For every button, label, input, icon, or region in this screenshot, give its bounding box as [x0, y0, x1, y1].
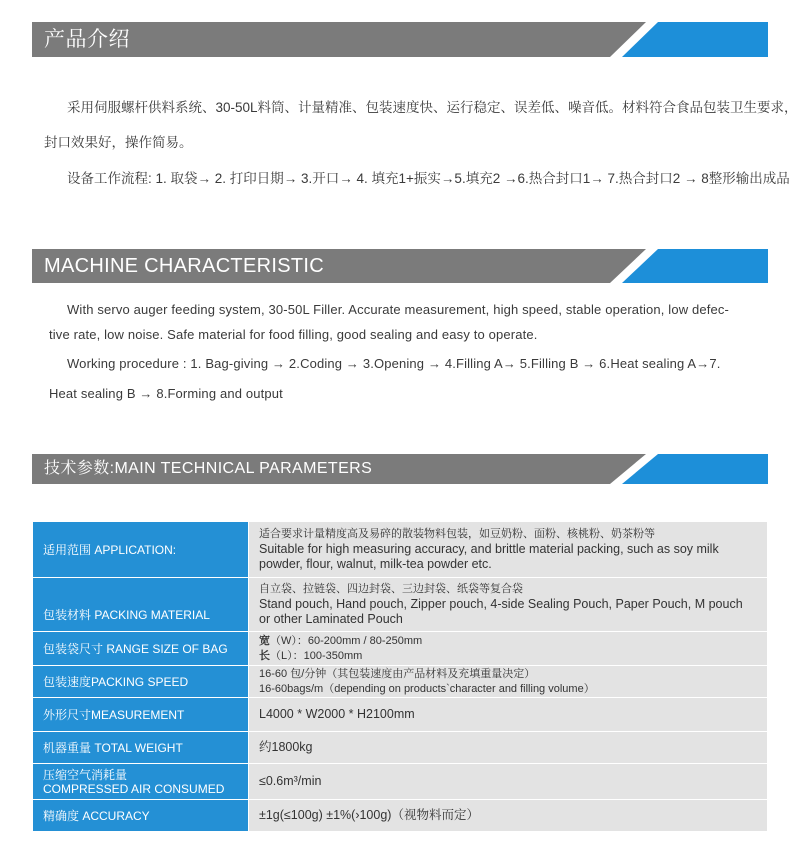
- bag-length: [259, 649, 767, 664]
- param-label: 精确度 ACCURACY: [33, 800, 249, 832]
- procedure-en-line-2: Heat sealing B → 8.Forming and output: [49, 386, 283, 401]
- label-en: COMPRESSED AIR CONSUMED: [43, 781, 225, 796]
- value-line-en: 16-60bags/m（depending on products`character and filling volume）: [259, 682, 595, 695]
- param-label: 包装材料 PACKING MATERIAL: [33, 578, 249, 632]
- value-line-en: powder, flour, walnut, milk-tea powder etc.: [259, 557, 492, 571]
- value-line-en: Stand pouch, Hand pouch, Zipper pouch, 4-side Sealing Pouch, Paper Pouch, M pouch: [259, 597, 743, 611]
- procedure-en-line-1: Working procedure : 1. Bag-giving → 2.Coding → 3.Opening → 4.Filling A→ 5.Filling B → 6.Heat sealing A→7.: [67, 356, 721, 371]
- param-value: L4000 * W2000 * H2100mm: [249, 698, 768, 732]
- label-cn: 压缩空气消耗量: [43, 767, 128, 782]
- param-label: [33, 764, 249, 800]
- param-value: [249, 578, 768, 632]
- value-line-cn: 自立袋、拉链袋、四边封袋、三边封袋、纸袋等复合袋: [259, 583, 523, 595]
- table-row: [33, 632, 768, 666]
- table-row: [33, 578, 768, 632]
- param-value: ±1g(≤100g) ±1%(›100g)（视物料而定）: [249, 800, 768, 832]
- param-value: [249, 666, 768, 698]
- table-row: [33, 800, 768, 832]
- section-title: MACHINE CHARACTERISTIC: [44, 255, 324, 277]
- value-line-cn: 适合要求计量精度高及易碎的散装物料包装，如豆奶粉、面粉、核桃粉、奶茶粉等: [259, 528, 655, 540]
- param-label: 外形尺寸MEASUREMENT: [33, 698, 249, 732]
- param-label: 包装袋尺寸 RANGE SIZE OF BAG: [33, 632, 249, 666]
- width-value: （W）：60-200mm / 80-250mm: [270, 634, 423, 647]
- table-row: [33, 732, 768, 764]
- param-label: 机器重量 TOTAL WEIGHT: [33, 732, 249, 764]
- param-value: 约1800kg: [249, 732, 768, 764]
- section-title: 产品介绍: [44, 28, 130, 51]
- table-row: [33, 522, 768, 578]
- table-row: [33, 698, 768, 732]
- param-value: [249, 632, 768, 666]
- procedure-cn: 设备工作流程: 1. 取袋→ 2. 打印日期→ 3.开口→ 4. 填充1+振实→5.填充2 →6.热合封口1→ 7.热合封口2 → 8整形输出成品: [67, 171, 790, 186]
- section-banner-technical-parameters: [32, 454, 768, 484]
- characteristic-en-line-2: tive rate, low noise. Safe material for food filling, good sealing and easy to operate.: [49, 327, 538, 342]
- table-row: [33, 666, 768, 698]
- section-banner-product-intro: [32, 22, 768, 57]
- characteristic-en-line-1: With servo auger feeding system, 30-50L Filler. Accurate measurement, high speed, stable operation, low defec-: [67, 302, 730, 317]
- section-banner-machine-characteristic: [32, 249, 768, 283]
- value-line-cn: 16-60 包/分钟（其包装速度由产品材料及充填重量决定）: [259, 667, 536, 680]
- param-label: 适用范围 APPLICATION:: [33, 522, 249, 578]
- intro-cn-line-1: 采用伺服螺杆供料系统、30-50L料筒、计量精准、包装速度快、运行稳定、误差低、噪音低。材料符合食品包装卫生要求，: [67, 100, 798, 115]
- param-value: [249, 522, 768, 578]
- param-value: ≤0.6m³/min: [249, 764, 768, 800]
- width-label: 宽: [259, 634, 270, 647]
- parameters-table: [32, 521, 768, 832]
- value-line-en: or other Laminated Pouch: [259, 612, 403, 626]
- bag-width: [259, 634, 767, 649]
- param-label: 包装速度PACKING SPEED: [33, 666, 249, 698]
- section-title: 技术参数:MAIN TECHNICAL PARAMETERS: [44, 460, 373, 477]
- intro-cn-line-2: 封口效果好，操作简易。: [44, 135, 193, 150]
- table-row: [33, 764, 768, 800]
- length-label: 长: [259, 649, 270, 662]
- length-value: （L）：100-350mm: [270, 649, 363, 662]
- value-line-en: Suitable for high measuring accuracy, and brittle material packing, such as soy milk: [259, 542, 719, 556]
